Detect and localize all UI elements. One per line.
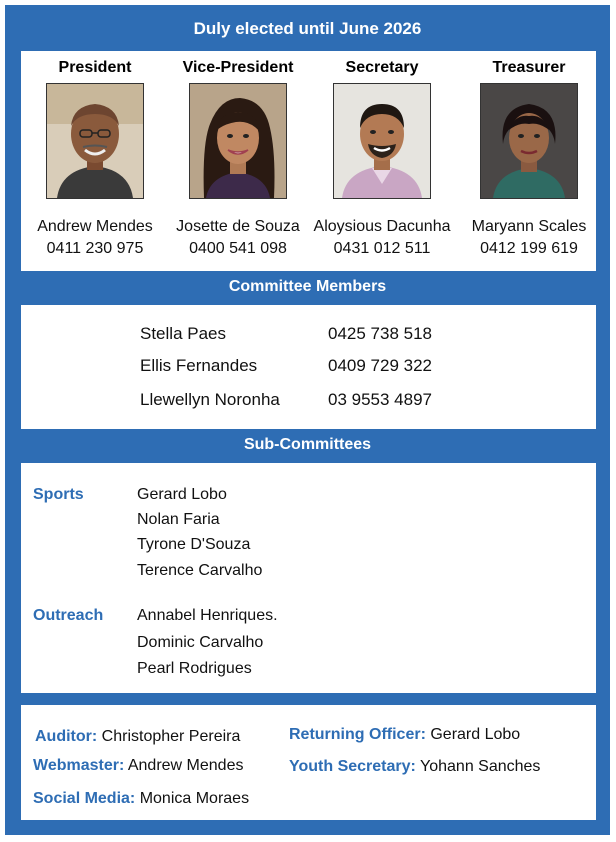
committee-member-phone: 0425 738 518 [328,324,432,343]
sub-member: Annabel Henriques. [137,607,278,624]
officer-name: Maryann Scales [471,218,587,235]
officer-phone: 0400 541 098 [189,240,287,257]
role-label: Webmaster: [33,757,125,774]
committee-member-phone: 0409 729 322 [328,356,432,375]
officer-secretary [308,51,456,258]
officer-role: Vice-President [182,59,294,76]
role-label: Returning Officer: [289,726,426,743]
roles-panel [21,705,596,820]
subcommittees-panel [21,463,596,693]
president-photo [46,83,144,199]
role-name: Monica Moraes [139,790,250,807]
officer-president [21,51,169,258]
role-label: Youth Secretary: [289,758,416,775]
officer-role: President [58,59,132,76]
officer-name: Aloysious Dacunha [313,218,451,235]
vice-president-photo [189,83,287,199]
officer-name: Andrew Mendes [37,218,153,235]
role-webmaster [33,757,243,775]
role-social-media [33,790,249,808]
committee-member-name: Llewellyn Noronha [140,390,280,409]
treasurer-photo [480,83,578,199]
sub-member: Tyrone D'Souza [137,536,251,553]
sub-label-sports: Sports [33,486,84,503]
role-youth-secretary [289,758,540,776]
sub-member: Gerard Lobo [137,486,227,503]
role-label: Social Media: [33,790,136,807]
sub-member: Dominic Carvalho [137,634,264,651]
header-title: Duly elected until June 2026 [193,19,422,38]
committee-panel [21,305,596,429]
officer-phone: 0411 230 975 [46,240,144,257]
committee-member-name: Stella Paes [140,324,226,343]
committee-frame [5,5,610,835]
role-name: Yohann Sanches [420,758,541,775]
committee-member-phone: 03 9553 4897 [328,390,432,409]
sub-member: Pearl Rodrigues [137,660,252,677]
role-name: Gerard Lobo [430,726,521,743]
subcommittees-title: Sub-Committees [243,436,372,453]
officer-phone: 0412 199 619 [480,240,578,257]
officers-panel [21,51,596,271]
committee-title: Committee Members [228,278,387,295]
officer-vice-president [164,51,312,258]
role-returning-officer [289,726,520,744]
sub-member: Nolan Faria [137,511,220,528]
officer-phone: 0431 012 511 [333,240,431,257]
sub-label-outreach: Outreach [33,607,104,624]
role-label: Auditor: [35,728,98,745]
officer-role: Treasurer [492,59,566,76]
committee-member-name: Ellis Fernandes [140,356,258,375]
officer-name: Josette de Souza [176,218,300,235]
role-auditor [35,728,240,746]
secretary-photo [333,83,431,199]
officer-treasurer [455,51,603,258]
officer-role: Secretary [345,59,419,76]
sub-member: Terence Carvalho [137,562,263,579]
role-name: Andrew Mendes [127,757,244,774]
role-name: Christopher Pereira [101,728,241,745]
